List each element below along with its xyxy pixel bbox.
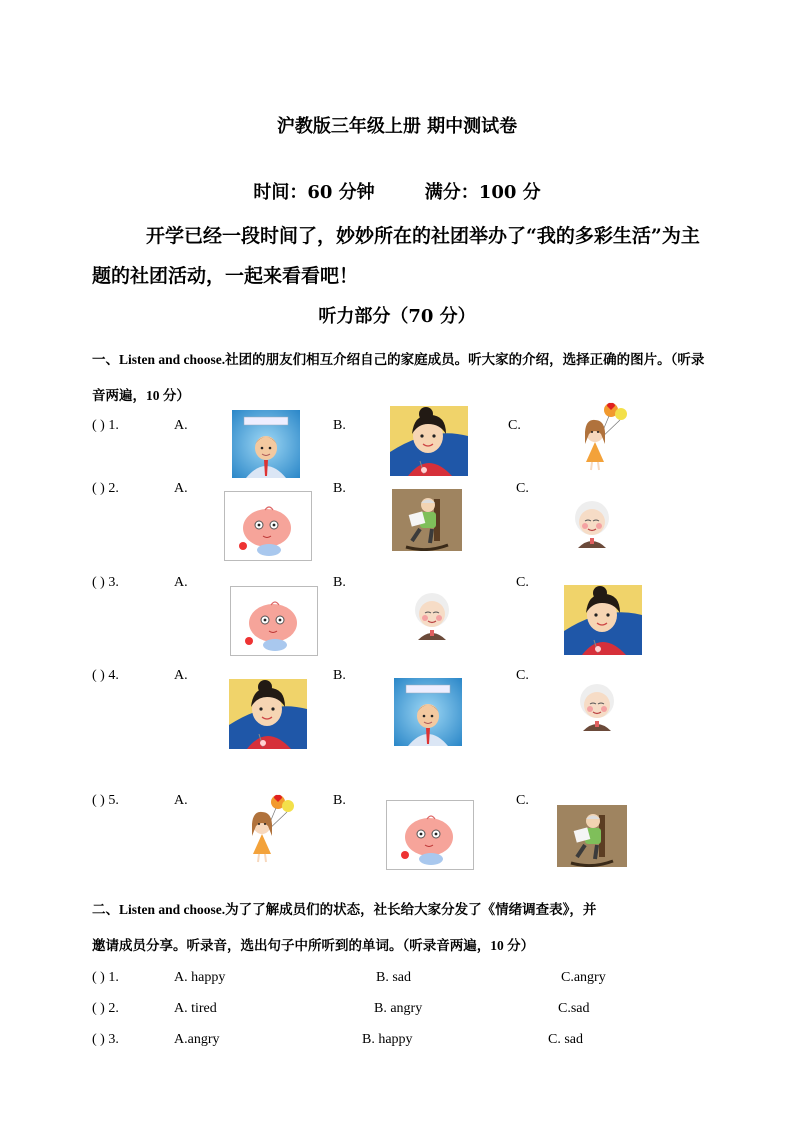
- s1-q5-option-c[interactable]: C.: [516, 793, 529, 808]
- page-title: 沪教版三年级上册 期中测试卷: [276, 116, 518, 137]
- s1-q2-option-c[interactable]: C.: [516, 481, 529, 496]
- girl-with-balloons-picture: [573, 400, 629, 472]
- mother-picture: [564, 585, 642, 655]
- father-picture: [394, 678, 462, 746]
- s1-q3-option-a[interactable]: A.: [174, 575, 188, 590]
- s1-q2-option-b[interactable]: B.: [333, 481, 346, 496]
- grandmother-picture: [400, 588, 464, 646]
- girl-with-balloons-picture: [240, 792, 296, 864]
- grandfather-picture: [392, 489, 462, 551]
- baby-picture: [224, 491, 312, 561]
- s1-q4-option-a[interactable]: A.: [174, 668, 188, 683]
- s2-q3-option-a[interactable]: A.angry: [174, 1032, 220, 1047]
- listening-section-header: 听力部分（70 分）: [318, 306, 476, 327]
- s2-q1-option-c[interactable]: C.angry: [561, 970, 606, 985]
- father-picture: [232, 410, 300, 478]
- s2-q1-option-b[interactable]: B. sad: [376, 970, 411, 985]
- s2-q2-option-b[interactable]: B. angry: [374, 1001, 423, 1016]
- intro-paragraph: 开学已经一段时间了，妙妙所在的社团举办了“我的多彩生活”为主题的社团活动，一起来看看吧！: [92, 225, 700, 287]
- grandfather-picture: [557, 805, 627, 867]
- baby-picture: [386, 800, 474, 870]
- mother-picture: [390, 406, 468, 476]
- s1-q1-option-b[interactable]: B.: [333, 418, 346, 433]
- s1-q3-option-b[interactable]: B.: [333, 575, 346, 590]
- s1-q2-option-a[interactable]: A.: [174, 481, 188, 496]
- s1-q1-option-c[interactable]: C.: [508, 418, 521, 433]
- mother-picture: [229, 679, 307, 749]
- s2-q1-option-a[interactable]: A. happy: [174, 970, 226, 985]
- section2-instructions: 二、Listen and choose.为了了解成员们的状态，社长给大家分发了《情绪调查表》，并 邀请成员分享。听录音，选出句子中所听到的单词。（听录音两遍，10 分）: [92, 902, 597, 953]
- s2-q3-option-c[interactable]: C. sad: [548, 1032, 583, 1047]
- grandmother-picture: [565, 679, 629, 737]
- s1-q4-option-b[interactable]: B.: [333, 668, 346, 683]
- section1-instructions: 一、Listen and choose.社团的朋友们相互介绍自己的家庭成员。听大家的介绍，选择正确的图片。（听录音两遍，10 分）: [92, 352, 705, 403]
- s1-q3-option-c[interactable]: C.: [516, 575, 529, 590]
- s1-q5-option-b[interactable]: B.: [333, 793, 346, 808]
- grandmother-picture: [560, 496, 624, 554]
- s1-q5-option-a[interactable]: A.: [174, 793, 188, 808]
- s2-q2-option-a[interactable]: A. tired: [174, 1001, 217, 1016]
- baby-picture: [230, 586, 318, 656]
- s1-q4-option-c[interactable]: C.: [516, 668, 529, 683]
- s2-q2-option-c[interactable]: C.sad: [558, 1001, 590, 1016]
- s2-q3-option-b[interactable]: B. happy: [362, 1032, 413, 1047]
- s1-q1-option-a[interactable]: A.: [174, 418, 188, 433]
- time-score-line: 时间：60 分钟 满分：100 分: [253, 182, 541, 203]
